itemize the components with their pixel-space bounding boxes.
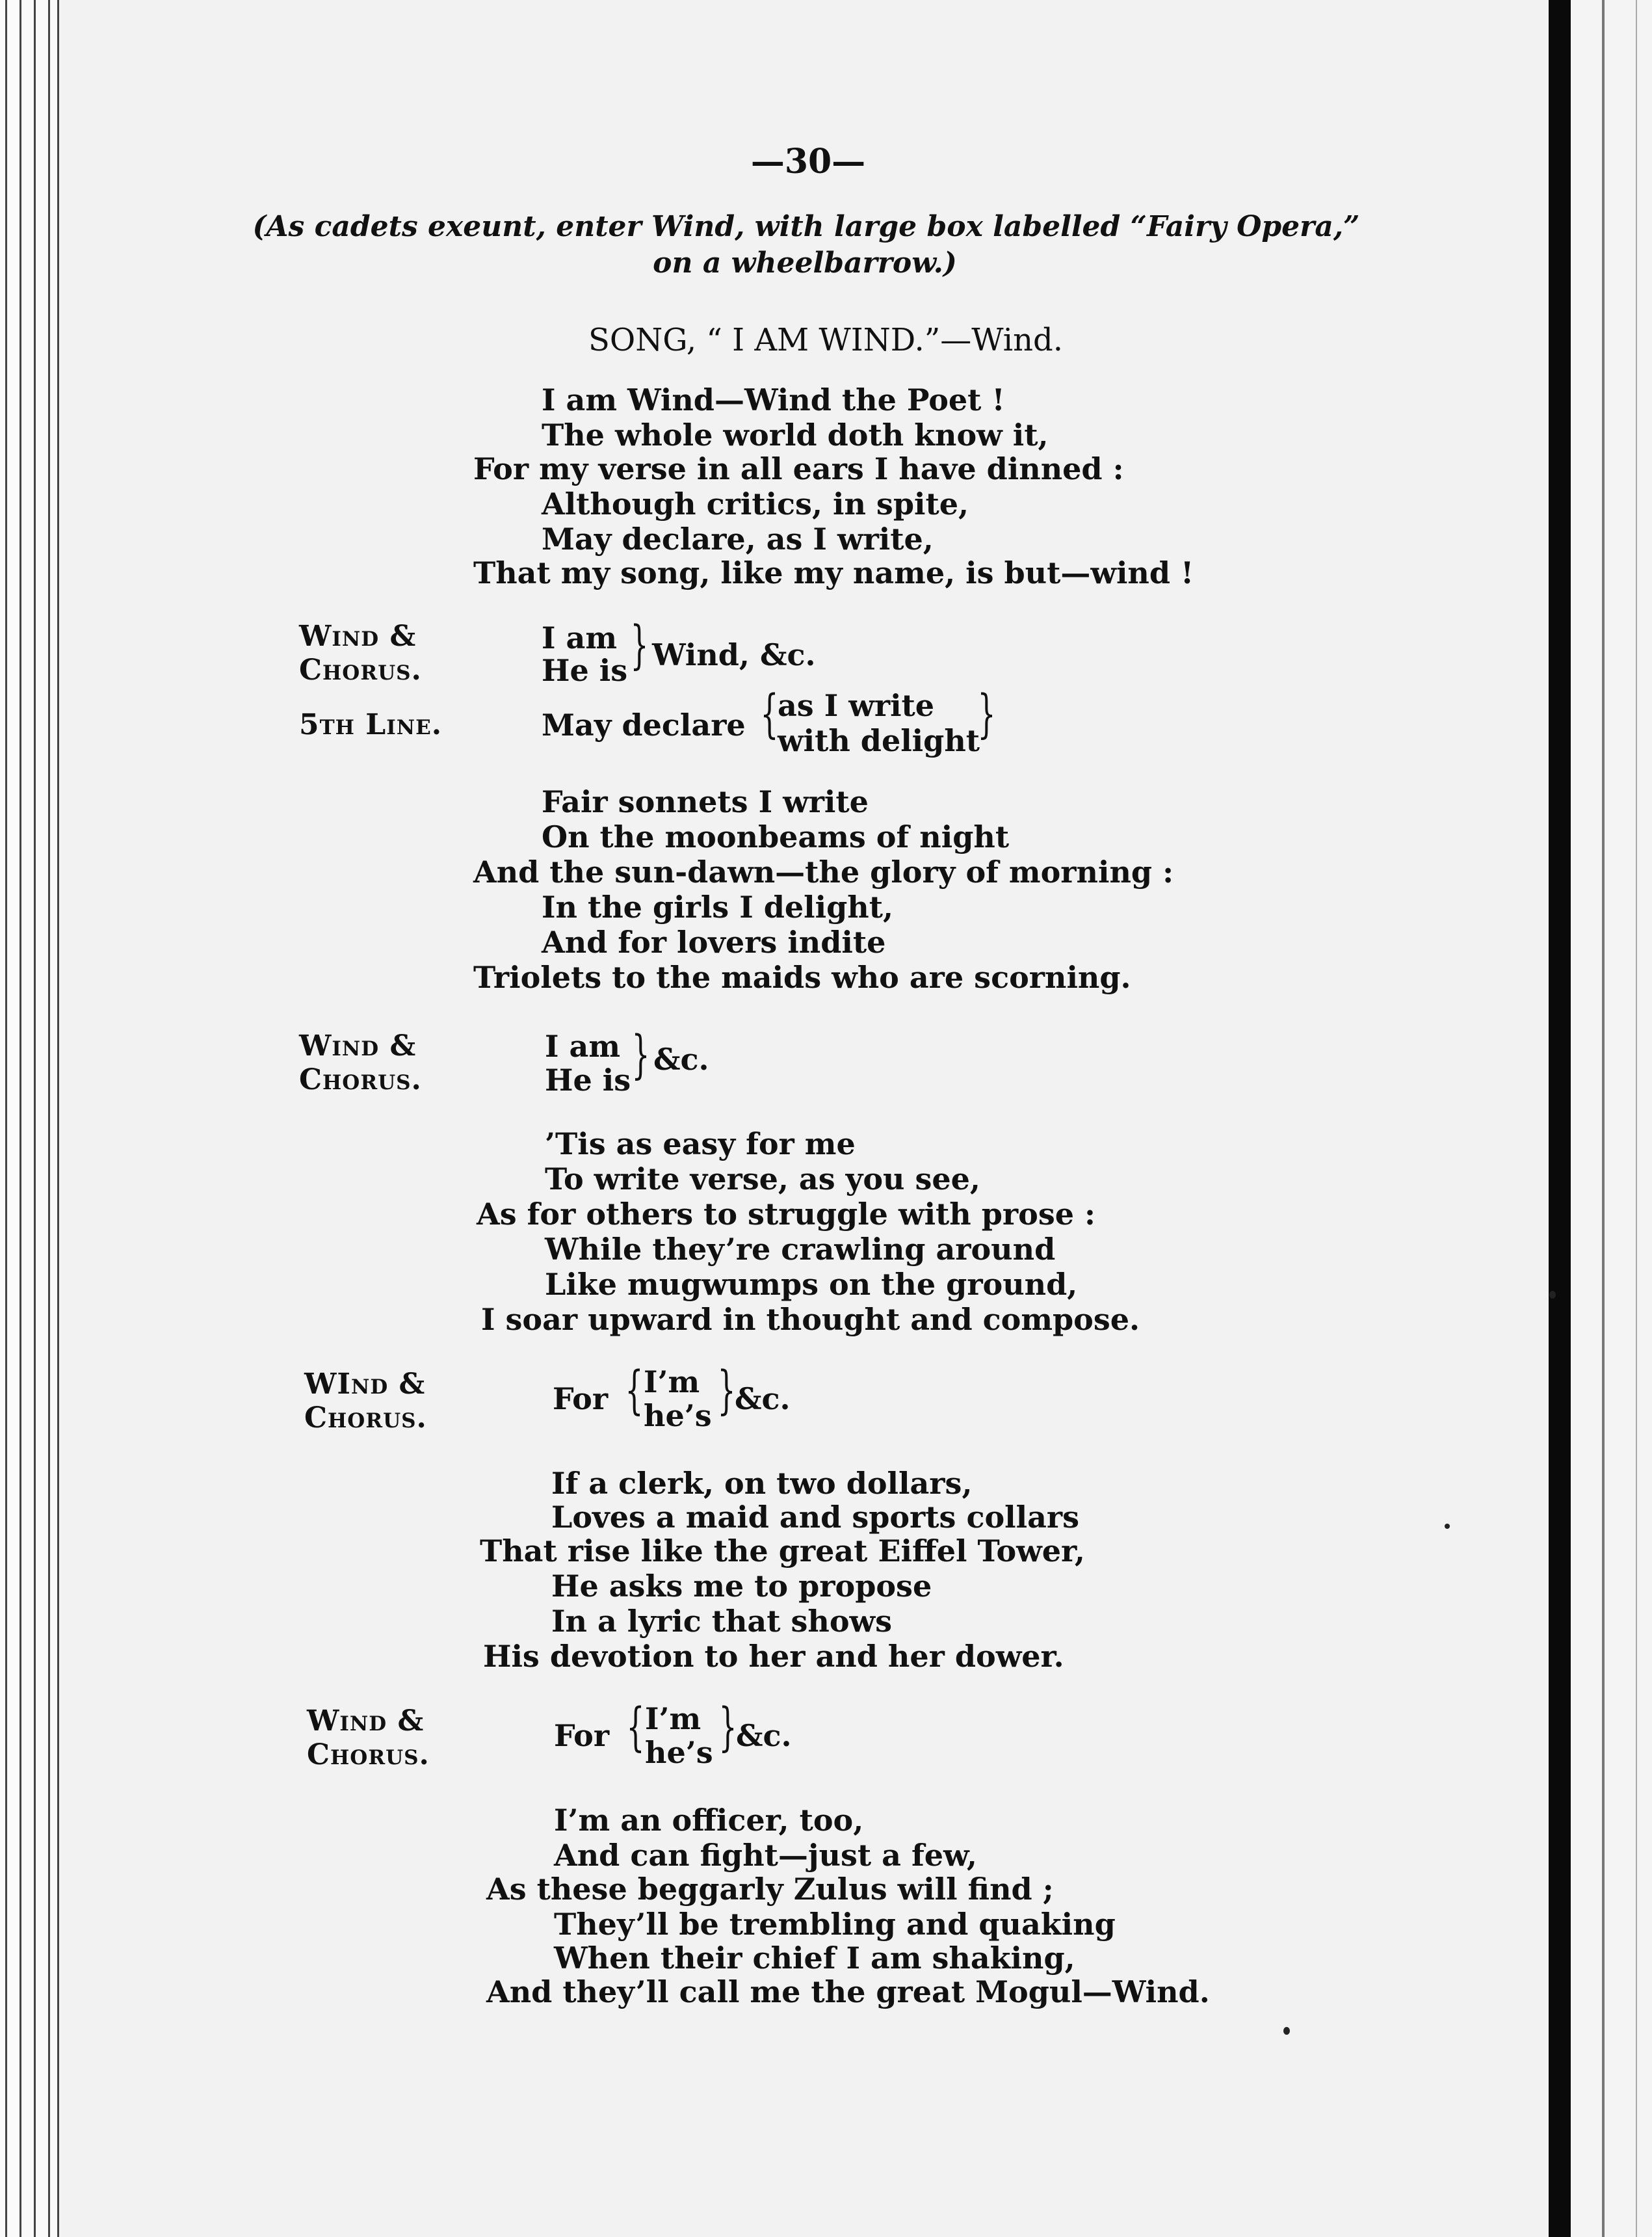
- option-a: I’m: [644, 1364, 700, 1399]
- verse-line: May declare, as I write,: [542, 522, 934, 557]
- chorus-refrain: Wind, &c.: [652, 637, 816, 672]
- chorus-lead: For: [553, 1381, 609, 1416]
- stage-direction-line-2: on a wheelbarrow.): [653, 246, 957, 280]
- edge-line: [57, 0, 59, 2237]
- page-number: —30—: [750, 142, 866, 181]
- right-brace: }: [631, 1024, 650, 1085]
- left-page-edge: [0, 0, 60, 2237]
- option-a: I’m: [645, 1701, 701, 1736]
- verse-line: Loves a maid and sports collars: [551, 1500, 1080, 1535]
- edge-line: [48, 0, 50, 2237]
- right-page-edge: [1571, 0, 1652, 2237]
- verse-line: He asks me to propose: [551, 1569, 932, 1604]
- verse-line: As these beggarly Zulus will find ;: [486, 1872, 1054, 1907]
- edge-line: [20, 0, 21, 2237]
- left-brace: {: [626, 1697, 645, 1757]
- right-brace: }: [717, 1360, 736, 1420]
- verse-line: ’Tis as easy for me: [545, 1126, 856, 1161]
- speaker-label: Wind &: [299, 1029, 417, 1063]
- speaker-label: Chorus.: [299, 654, 422, 687]
- song-title: SONG, “ I AM WIND.”—Wind.: [588, 322, 1064, 358]
- chorus-refrain: &c.: [653, 1042, 709, 1077]
- verse-line: In the girls I delight,: [542, 890, 893, 925]
- speaker-label: Wind &: [307, 1704, 425, 1738]
- verse-line: To write verse, as you see,: [545, 1161, 980, 1197]
- speaker-label: Chorus.: [299, 1063, 422, 1096]
- verse-line: They’ll be trembling and quaking: [554, 1907, 1116, 1942]
- speaker-label: Chorus.: [307, 1738, 430, 1771]
- option-a: I am: [545, 1029, 621, 1064]
- option-b: He is: [542, 653, 628, 688]
- verse-line: That my song, like my name, is but—wind !: [473, 555, 1194, 590]
- left-brace: {: [625, 1360, 644, 1420]
- verse-line: And can fight—just a few,: [554, 1838, 977, 1873]
- verse-line: For my verse in all ears I have dinned :: [473, 451, 1124, 486]
- verse-line: In a lyric that shows: [551, 1604, 893, 1639]
- verse-line: That rise like the great Eiffel Tower,: [480, 1533, 1085, 1569]
- left-brace: {: [760, 683, 779, 744]
- verse-line: On the moonbeams of night: [542, 819, 1010, 854]
- verse-line: And for lovers indite: [542, 925, 886, 960]
- verse-line: His devotion to her and her dower.: [483, 1639, 1064, 1674]
- right-brace: }: [977, 683, 996, 744]
- verse-line: I am Wind—Wind the Poet !: [542, 382, 1005, 417]
- edge-line: [1636, 0, 1637, 2237]
- option-b: He is: [545, 1063, 631, 1098]
- option-a: as I write: [778, 688, 935, 723]
- verse-line: As for others to struggle with prose :: [477, 1197, 1095, 1232]
- edge-line: [1602, 0, 1605, 2237]
- scan-speck: [1445, 1524, 1450, 1529]
- verse-line: Triolets to the maids who are scorning.: [473, 960, 1131, 995]
- verse-line: Fair sonnets I write: [542, 784, 869, 819]
- option-b: with delight: [778, 723, 980, 758]
- scan-speck: [1283, 2027, 1290, 2035]
- option-b: he’s: [645, 1735, 713, 1770]
- chorus-refrain: &c.: [736, 1718, 792, 1753]
- verse-line: And they’ll call me the great Mogul—Wind.: [486, 1974, 1210, 2009]
- stage-direction-line-1: (As cadets exeunt, enter Wind, with large box labelled “Fairy Opera,”: [252, 210, 1360, 243]
- right-brace: }: [718, 1697, 737, 1757]
- fifth-line-label: 5th Line.: [299, 708, 443, 741]
- chorus-lead: For: [554, 1718, 610, 1753]
- option-b: he’s: [644, 1398, 712, 1433]
- speaker-label: Chorus.: [304, 1401, 427, 1435]
- verse-line: And the sun-dawn—the glory of morning :: [473, 854, 1174, 890]
- verse-line: I’m an officer, too,: [554, 1803, 864, 1838]
- verse-line: Although critics, in spite,: [542, 486, 969, 522]
- right-brace: }: [630, 615, 649, 675]
- book-gutter-shadow: [1549, 0, 1571, 2237]
- verse-line: While they’re crawling around: [545, 1232, 1056, 1267]
- scan-speck: [1549, 1291, 1556, 1299]
- fifth-line-lead: May declare: [542, 708, 746, 743]
- edge-line: [34, 0, 36, 2237]
- option-a: I am: [542, 620, 618, 655]
- speaker-label: WInd &: [304, 1368, 426, 1401]
- verse-line: The whole world doth know it,: [542, 417, 1049, 453]
- speaker-label: Wind &: [299, 620, 417, 653]
- chorus-refrain: &c.: [735, 1381, 791, 1416]
- edge-line: [5, 0, 7, 2237]
- verse-line: I soar upward in thought and compose.: [481, 1302, 1140, 1337]
- verse-line: If a clerk, on two dollars,: [551, 1466, 973, 1501]
- verse-line: Like mugwumps on the ground,: [545, 1267, 1078, 1302]
- verse-line: When their chief I am shaking,: [554, 1940, 1075, 1976]
